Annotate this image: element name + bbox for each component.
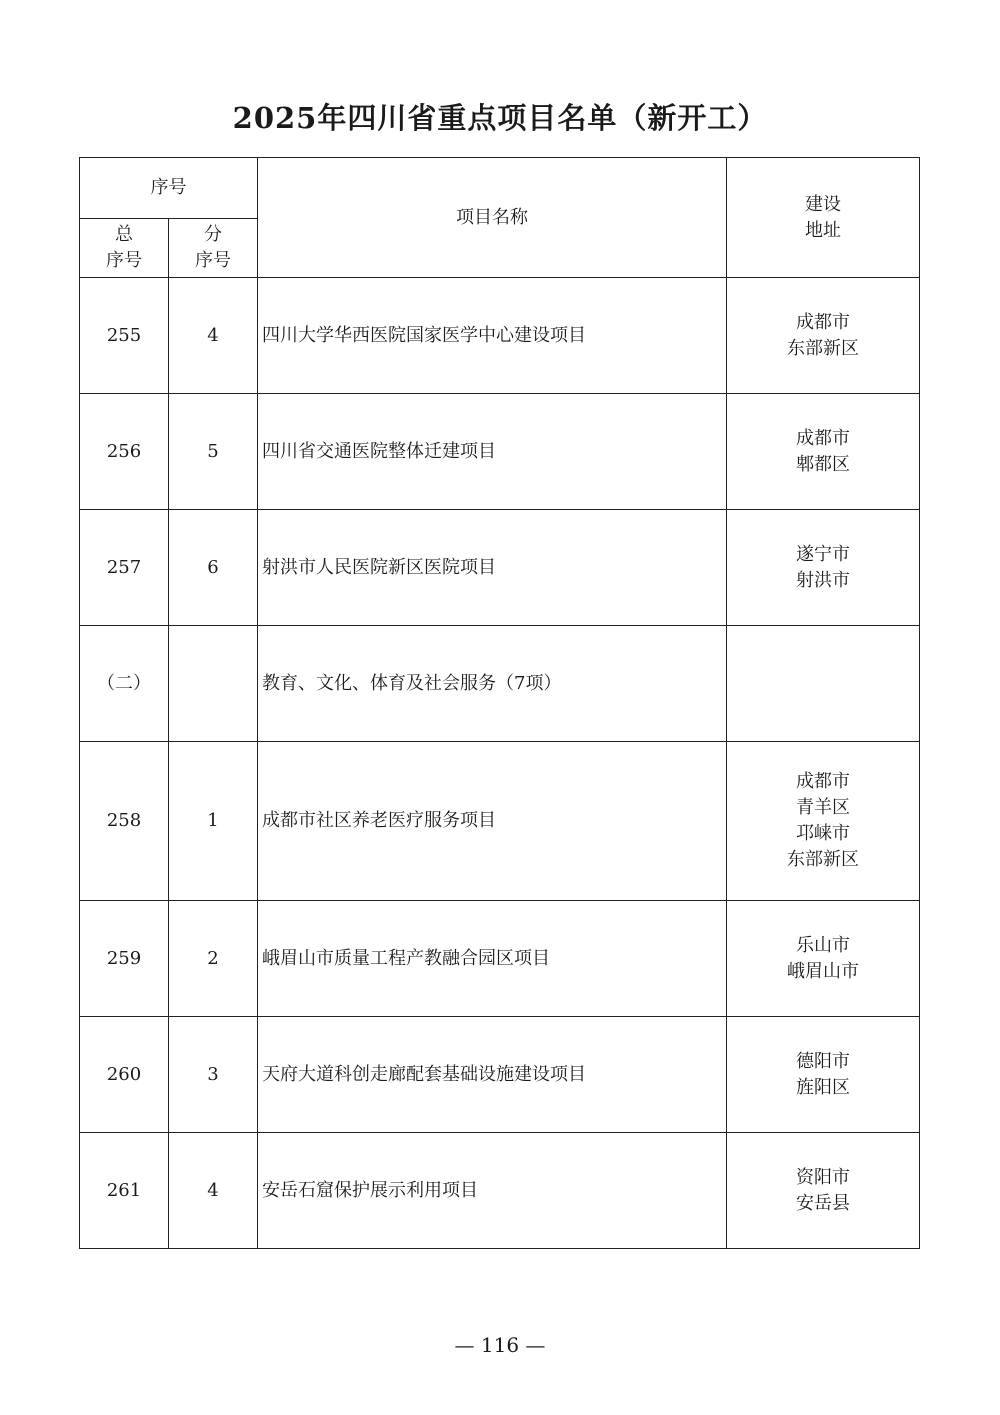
table-row — [80, 1133, 920, 1249]
total-seq-cell: 261 — [80, 1133, 169, 1249]
location-cell — [727, 1017, 920, 1133]
total-seq-cell: 256 — [80, 394, 169, 510]
header-sub-seq: 分 序号 — [169, 219, 258, 278]
table-row — [80, 278, 920, 394]
header-seq-group: 序号 — [80, 158, 258, 219]
location-line: 成都市 — [796, 771, 850, 792]
location-line: 安岳县 — [796, 1192, 850, 1214]
location-cell — [727, 626, 920, 742]
location-line: 资阳市 — [796, 1166, 850, 1188]
total-seq-cell: 259 — [80, 901, 169, 1017]
sub-seq-cell: 4 — [169, 1133, 258, 1249]
location-line: 德阳市 — [796, 1050, 850, 1072]
header-total-seq: 总 序号 — [80, 219, 169, 278]
location-line: 遂宁市 — [796, 543, 850, 565]
location-line: 邛崃市 — [796, 823, 850, 844]
section-row — [80, 626, 920, 742]
table-row — [80, 1017, 920, 1133]
location-line: 峨眉山市 — [787, 960, 859, 982]
location-line: 成都市 — [796, 427, 850, 449]
location-line: 射洪市 — [796, 569, 850, 591]
location-cell — [727, 394, 920, 510]
total-seq-cell: 257 — [80, 510, 169, 626]
project-name-cell: 四川大学华西医院国家医学中心建设项目 — [258, 278, 727, 394]
page-title: 2025年四川省重点项目名单（新开工） — [232, 101, 768, 135]
location-cell — [727, 901, 920, 1017]
project-name-cell: 天府大道科创走廊配套基础设施建设项目 — [258, 1017, 727, 1133]
location-cell — [727, 278, 920, 394]
total-seq-cell: 258 — [80, 742, 169, 901]
location-cell — [727, 1133, 920, 1249]
project-table — [79, 157, 920, 1249]
total-seq-cell: 255 — [80, 278, 169, 394]
table-row — [80, 394, 920, 510]
location-cell — [727, 742, 920, 901]
section-title-cell: 教育、文化、体育及社会服务（7项） — [258, 626, 727, 742]
sub-seq-cell: 3 — [169, 1017, 258, 1133]
location-cell — [727, 510, 920, 626]
project-name-cell: 成都市社区养老医疗服务项目 — [258, 742, 727, 901]
location-line: 东部新区 — [787, 337, 859, 359]
section-number-cell: （二） — [80, 626, 169, 742]
total-seq-cell: 260 — [80, 1017, 169, 1133]
project-name-cell: 峨眉山市质量工程产教融合园区项目 — [258, 901, 727, 1017]
table-row — [80, 901, 920, 1017]
location-line: 乐山市 — [796, 934, 850, 956]
location-line: 成都市 — [796, 311, 850, 333]
sub-seq-cell: 5 — [169, 394, 258, 510]
table-row — [80, 742, 920, 901]
location-line: 旌阳区 — [796, 1076, 850, 1098]
sub-seq-cell: 1 — [169, 742, 258, 901]
sub-seq-cell: 2 — [169, 901, 258, 1017]
sub-seq-cell: 6 — [169, 510, 258, 626]
header-location: 建设 地址 — [727, 158, 920, 278]
sub-seq-cell: 4 — [169, 278, 258, 394]
header-project-name: 项目名称 — [258, 158, 727, 278]
project-name-cell: 安岳石窟保护展示利用项目 — [258, 1133, 727, 1249]
project-name-cell: 四川省交通医院整体迁建项目 — [258, 394, 727, 510]
location-line: 东部新区 — [787, 849, 859, 870]
location-line: 郫都区 — [796, 453, 850, 475]
sub-seq-cell — [169, 626, 258, 742]
project-name-cell: 射洪市人民医院新区医院项目 — [258, 510, 727, 626]
location-line: 青羊区 — [796, 797, 850, 818]
header-row — [80, 158, 920, 219]
table-row — [80, 510, 920, 626]
page-number: — 116 — — [454, 1333, 546, 1357]
